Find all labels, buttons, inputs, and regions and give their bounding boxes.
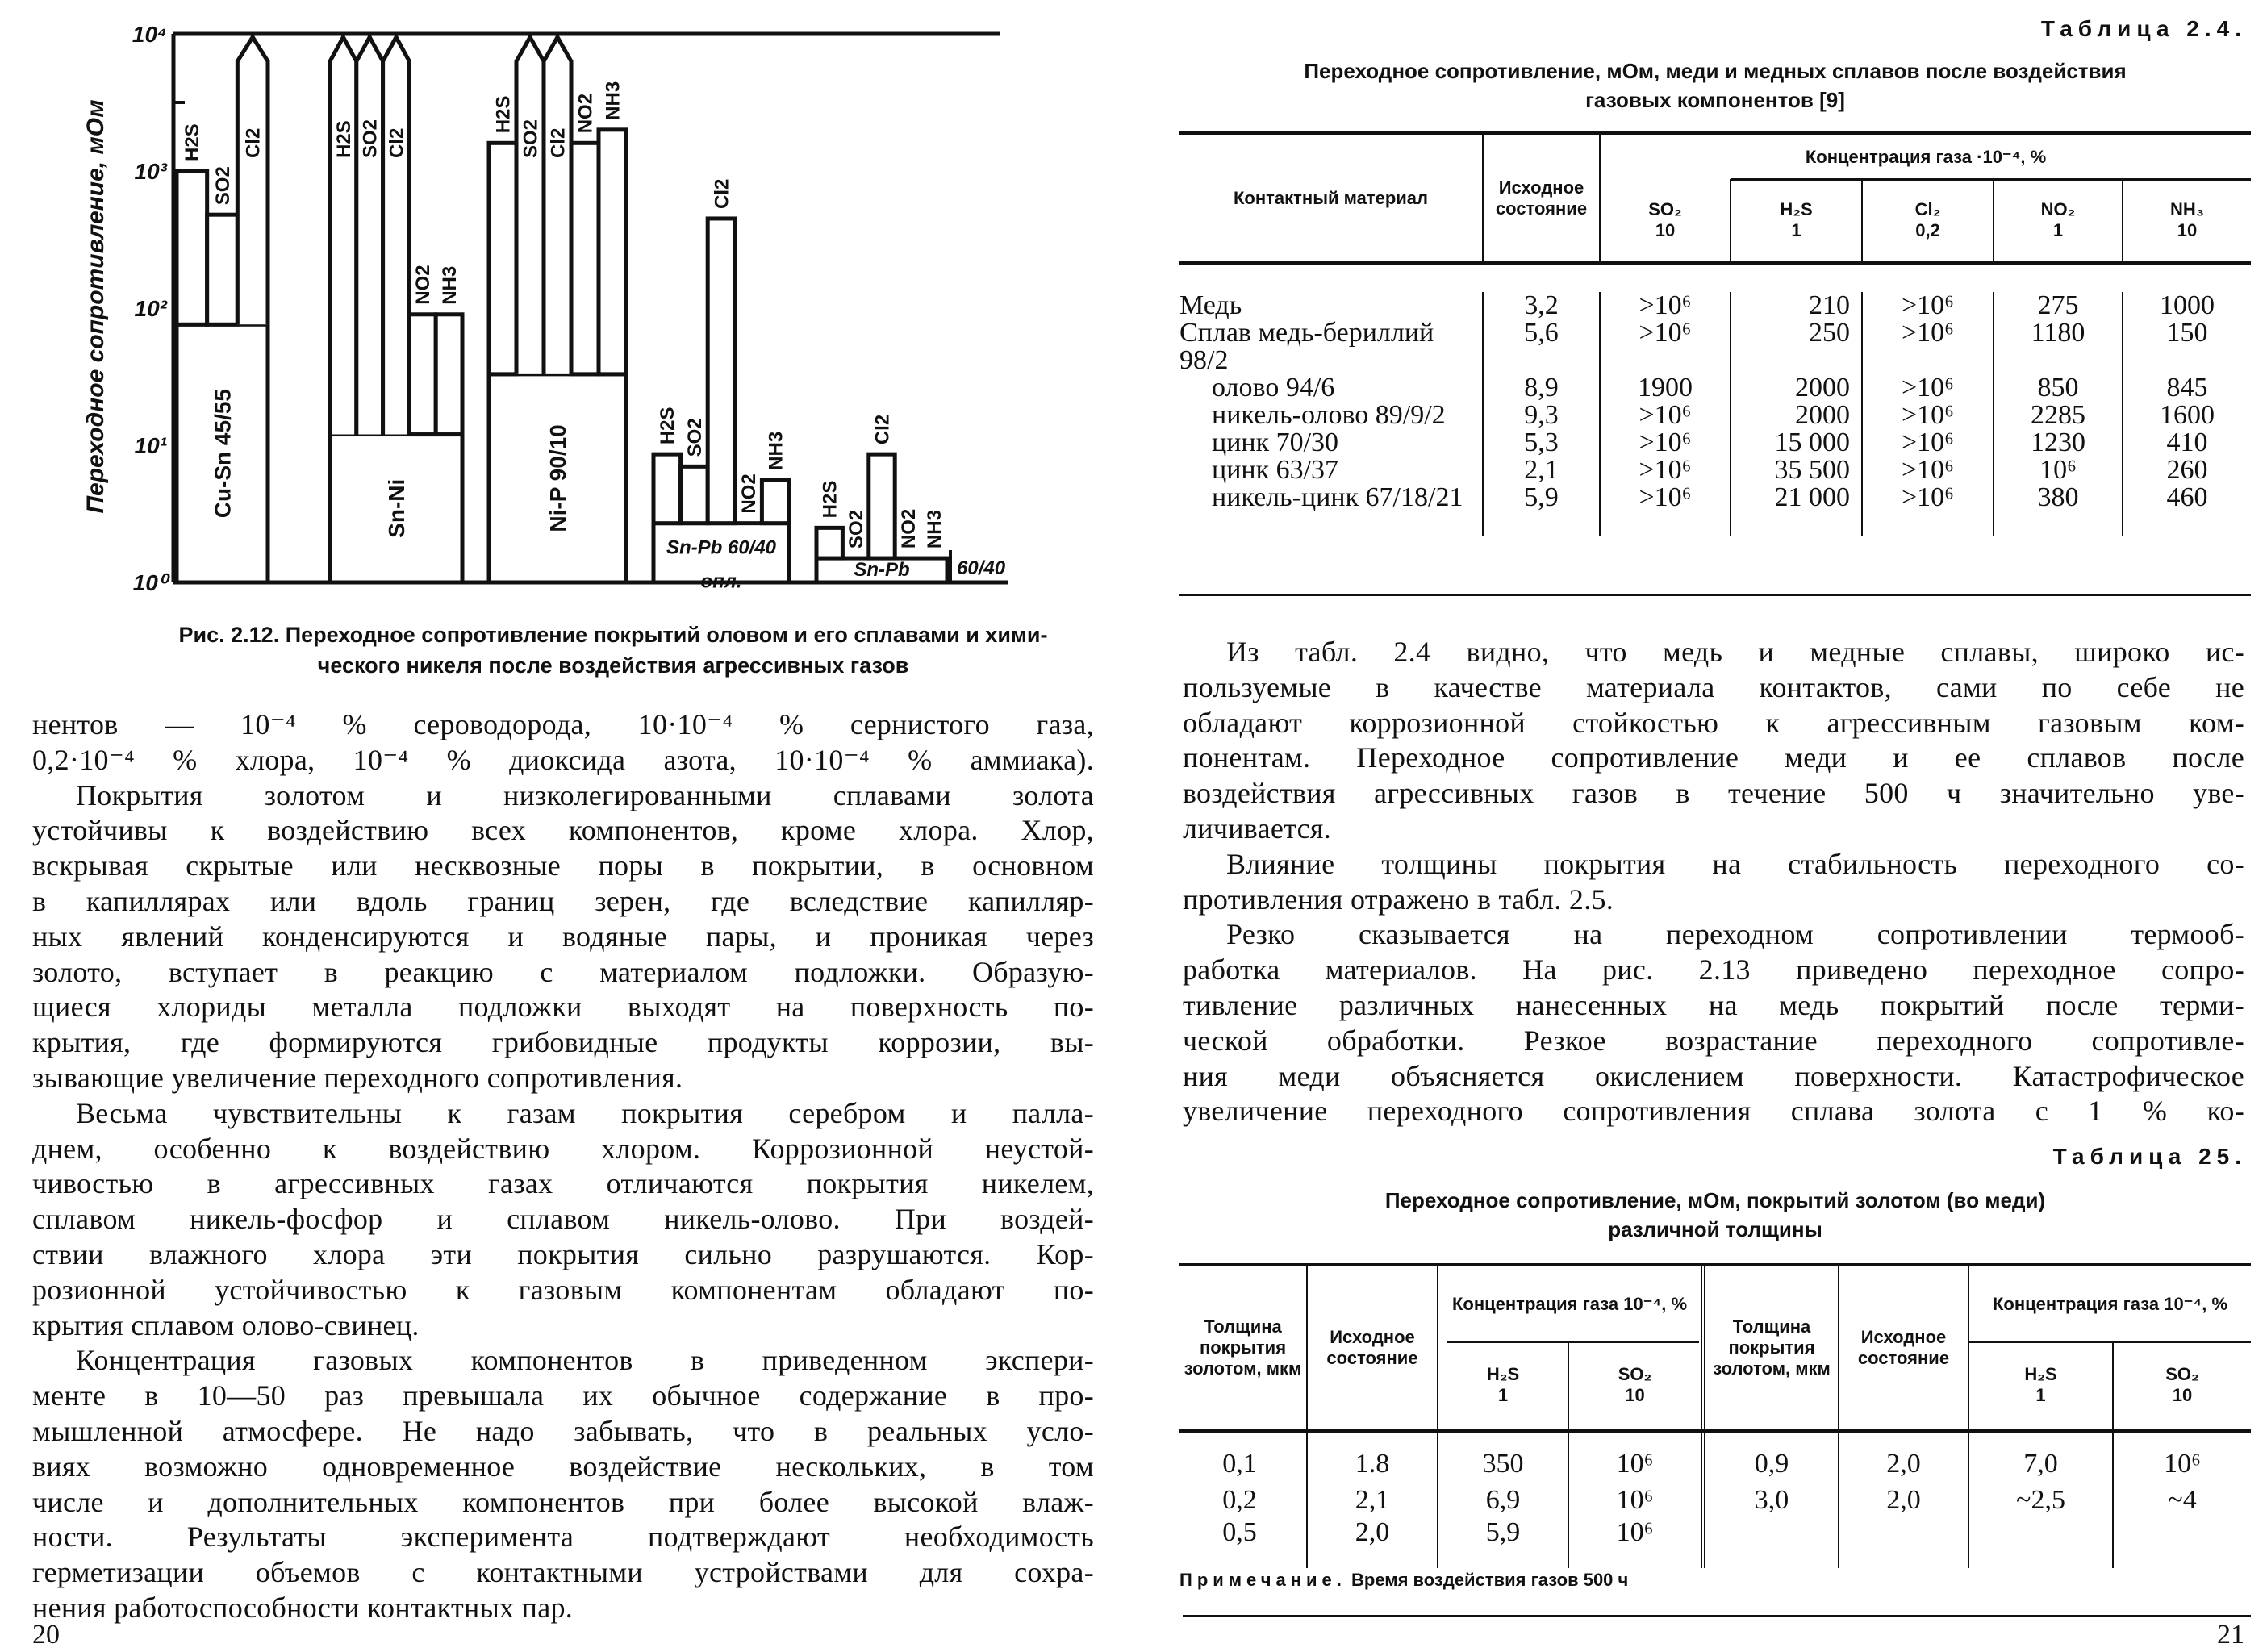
text-line: мышленной атмосфере. Не надо забывать, что в реальных усло- — [32, 1415, 1094, 1447]
bar-label-cl2: Cl2 — [386, 127, 408, 158]
text-line: противления отражено в табл. 2.5. — [1183, 882, 1614, 916]
bar-h2s-exceeds — [330, 37, 357, 435]
initial-cell: 3,2 — [1483, 292, 1600, 319]
column-header-thickness: Толщина покрытия золотом, мкм — [1184, 1316, 1302, 1379]
bar-h2s — [489, 143, 516, 374]
group-label: Ni-P 90/10 — [545, 424, 570, 532]
text-line: ствии влажного хлора эти покрытия сильно разрушаются. Кор- — [32, 1238, 1094, 1270]
value-cell: 10⁶ — [1568, 1519, 1703, 1552]
text-line: розионной устойчивостью к газовым компонентам обладают по- — [32, 1273, 1094, 1306]
gas-name: SO₂ — [2165, 1364, 2199, 1384]
gas-concentration: 10 — [2177, 220, 2198, 240]
initial-cell: 8,9 — [1483, 374, 1600, 402]
table-2-5-title — [1183, 1186, 2248, 1244]
text-line: герметизации объемов с контактными устройствами для сохра- — [32, 1556, 1094, 1589]
material-cell: цинк 63/37 — [1212, 455, 1339, 485]
value-cell: 350 — [1438, 1433, 1568, 1487]
group-sublabel: опл. — [700, 570, 742, 593]
value-cell: >10⁶ — [1862, 402, 1994, 429]
value-cell: 2000 — [1731, 402, 1862, 429]
value-cell: 1000 — [2123, 292, 2251, 319]
value-cell: ~2,5 — [1968, 1487, 2113, 1520]
value-cell: 6,9 — [1438, 1487, 1568, 1520]
gas-concentration: 10 — [1655, 220, 1676, 240]
y-tick-label: 10⁰ — [132, 570, 167, 595]
text-line: чивостью в агрессивных газах отличаются покрытия никелем, — [32, 1167, 1094, 1200]
group-label: Sn-Pb 60/40 — [666, 536, 777, 559]
value-cell: ~4 — [2113, 1487, 2251, 1520]
table-2-4-title — [1183, 56, 2248, 115]
table-2-5-label: Таблица 25. — [2052, 1144, 2247, 1169]
bar-so2-exceeds — [516, 37, 544, 374]
bar-cl2-exceeds — [544, 37, 571, 374]
value-cell: 410 — [2123, 429, 2251, 457]
value-cell — [1839, 1519, 1968, 1552]
bar-label-cl2: Cl2 — [547, 127, 570, 158]
column-header-gas — [1968, 1341, 2113, 1429]
value-cell: 275 — [1994, 292, 2123, 319]
value-cell: 1.8 — [1307, 1433, 1438, 1487]
value-cell: 7,0 — [1968, 1433, 2113, 1487]
initial-cell: 9,3 — [1483, 402, 1600, 429]
table-2-5-body — [1179, 1433, 2251, 1568]
material-cell: никель-олово 89/9/2 — [1212, 400, 1446, 430]
gas-concentration: 1 — [1497, 1385, 1509, 1405]
y-tick-label: 10⁴ — [132, 22, 167, 47]
resistance-bar-chart — [0, 0, 1049, 613]
text-line: устойчивы к воздействию всех компонентов, кроме хлора. Хлор, — [32, 814, 1094, 847]
table-row — [1179, 319, 2251, 374]
value-cell: 10⁶ — [2113, 1433, 2251, 1487]
material-cell: Медь — [1179, 290, 1242, 320]
page-number-left: 20 — [32, 1620, 60, 1650]
gas-concentration: 1 — [2052, 220, 2064, 240]
text-line: понентам. Переходное сопротивление меди и ее сплавов после — [1183, 741, 2244, 774]
y-tick-label: 10¹ — [134, 433, 167, 458]
gas-name: NH₃ — [2170, 199, 2204, 219]
text-line: Из табл. 2.4 видно, что медь и медные сплавы, широко ис- — [1226, 636, 2244, 668]
value-cell: >10⁶ — [1600, 402, 1731, 429]
value-cell — [1703, 1519, 1839, 1552]
text-line: вскрывая скрытые или несквозные поры в покрытии, в основном — [32, 849, 1094, 882]
value-cell: >10⁶ — [1600, 484, 1731, 511]
gas-concentration: 1 — [1791, 220, 1801, 240]
table-spacer-row — [1179, 1552, 2251, 1568]
value-cell: >10⁶ — [1862, 292, 1994, 319]
material-cell: цинк 70/30 — [1212, 428, 1339, 457]
bar-so2-exceeds — [357, 37, 383, 435]
group-label: Cu-Sn 45/55 — [210, 388, 236, 519]
text-line: личивается. — [1183, 812, 1332, 845]
column-header-gas — [2113, 1341, 2251, 1429]
gas-name: Cl₂ — [1914, 199, 1941, 219]
bar-label-h2s: H2S — [657, 407, 679, 445]
gas-name: SO₂ — [1648, 199, 1682, 219]
bar-cl2 — [869, 454, 895, 558]
column-header-gas — [1731, 179, 1862, 261]
bar-label-cl2: Cl2 — [871, 414, 894, 445]
column-header-gas-concentration: Концентрация газа ·10⁻⁴, % — [1600, 135, 2251, 179]
table-2-4-label: Таблица 2.4. — [2040, 16, 2247, 41]
column-header-initial: Исходное состояние — [1839, 1266, 1968, 1429]
table-row — [1179, 1433, 2251, 1487]
value-cell: >10⁶ — [1600, 292, 1731, 319]
column-header-gas — [1994, 179, 2123, 261]
gas-concentration: 0,2 — [1915, 220, 1940, 240]
value-cell: >10⁶ — [1862, 484, 1994, 511]
gas-concentration: 10 — [2172, 1385, 2193, 1405]
bar-label-no2: NO2 — [574, 93, 597, 134]
value-cell — [2113, 1519, 2251, 1552]
table-row — [1179, 374, 2251, 402]
column-header-gas — [1568, 1341, 1703, 1429]
bar-label-h2s: H2S — [332, 120, 355, 158]
column-header-gas — [1600, 179, 1731, 261]
value-cell: 2,0 — [1839, 1487, 1968, 1520]
initial-cell: 2,1 — [1483, 457, 1600, 484]
table-title-line: газовых компонентов [9] — [1585, 88, 1845, 112]
bar-label-no2: NO2 — [412, 265, 435, 305]
gas-name: H₂S — [2024, 1364, 2057, 1384]
text-line: работка материалов. На рис. 2.13 приведено переходное сопро- — [1183, 953, 2244, 987]
table-title-line: Переходное сопротивление, мОм, меди и медных сплавов после воздействия — [1304, 59, 2127, 83]
value-cell: 380 — [1994, 484, 2123, 511]
material-cell: олово 94/6 — [1212, 373, 1335, 403]
column-header-gas-concentration: Концентрация газа 10⁻⁴, % — [1438, 1266, 1703, 1341]
note-text: Время воздействия газов 500 ч — [1351, 1570, 1629, 1590]
group-label: Sn-Ni — [384, 478, 409, 538]
text-line: щиеся хлориды металла подложки выходят на поверхность по- — [32, 991, 1094, 1024]
bar-label-nh3: NH3 — [765, 431, 787, 470]
bar-h2s — [653, 454, 681, 524]
value-cell: >10⁶ — [1600, 429, 1731, 457]
table-2-5-header — [1179, 1266, 2251, 1429]
page-footer-rule — [1183, 1615, 2251, 1617]
page-number-right: 21 — [2217, 1620, 2244, 1650]
bar-no2 — [571, 143, 599, 374]
value-cell: >10⁶ — [1862, 319, 1994, 374]
value-cell — [1968, 1519, 2113, 1552]
text-line: воздействия агрессивных газов в течение 500 ч значительно уве- — [1183, 777, 2244, 810]
figure-caption-line: ческого никеля после воздействия агрессивных газов — [317, 653, 909, 678]
table-rule — [1179, 594, 2251, 596]
table-2-4-header — [1179, 135, 2251, 261]
value-cell: 250 — [1731, 319, 1862, 374]
value-cell: 35 500 — [1731, 457, 1862, 484]
table-spacer-row — [1179, 511, 2251, 536]
note-label: Примечание. — [1179, 1570, 1346, 1590]
text-line: 0,2·10⁻⁴ % хлора, 10⁻⁴ % диоксида азота, 10·10⁻⁴ % аммиака). — [32, 743, 1094, 776]
bar-nh3 — [762, 480, 789, 524]
bar-label-so2: SO2 — [845, 510, 867, 549]
table-row — [1179, 429, 2251, 457]
bar-nh3 — [599, 130, 626, 374]
text-line: виях возможно одновременное воздействие нескольких, в том — [32, 1450, 1094, 1483]
text-line: Покрытия золотом и низколегированными сплавами золота — [76, 778, 1094, 811]
value-cell: >10⁶ — [1862, 374, 1994, 402]
text-line: в капиллярах или вдоль границ зерен, где вследствие капилляр- — [32, 885, 1094, 917]
initial-cell: 5,9 — [1483, 484, 1600, 511]
initial-cell: 5,6 — [1483, 319, 1600, 374]
value-cell: 10⁶ — [1568, 1433, 1703, 1487]
bar-label-h2s: H2S — [819, 480, 841, 519]
value-cell: 2,1 — [1307, 1487, 1438, 1520]
table-row — [1179, 402, 2251, 429]
value-cell: 2,0 — [1307, 1519, 1438, 1552]
text-line: золото, вступает в реакцию с материалом подложки. Образую- — [32, 955, 1094, 988]
bar-cl2-exceeds — [383, 37, 410, 435]
value-cell: 5,9 — [1438, 1519, 1568, 1552]
bar-label-no2: NO2 — [897, 508, 920, 549]
gas-name: SO₂ — [1618, 1364, 1652, 1384]
figure-caption — [121, 620, 1105, 681]
text-line: сплавом никель-фосфор и сплавом никель-олово. При воздей- — [32, 1203, 1094, 1236]
column-header-gas — [2123, 179, 2251, 261]
bar-label-nh3: NH3 — [439, 265, 461, 305]
value-cell: 150 — [2123, 319, 2251, 374]
value-cell: 1600 — [2123, 402, 2251, 429]
table-row — [1179, 457, 2251, 484]
bar-so2 — [681, 466, 708, 523]
bar-label-so2: SO2 — [683, 418, 706, 457]
value-cell: 850 — [1994, 374, 2123, 402]
material-cell: никель-цинк 67/18/21 — [1212, 482, 1463, 512]
bar-label-so2: SO2 — [359, 119, 382, 158]
column-header-thickness: Толщина покрытия золотом, мкм — [1703, 1266, 1839, 1429]
group-sublabel: 60/40 — [957, 557, 1006, 579]
value-cell: >10⁶ — [1862, 457, 1994, 484]
bar-label-h2s: H2S — [182, 123, 204, 161]
text-line: зывающие увеличение переходного сопротивления. — [32, 1062, 683, 1094]
bar-so2 — [207, 215, 238, 324]
value-cell: 1180 — [1994, 319, 2123, 374]
bar-h2s — [177, 171, 207, 324]
value-cell: 2000 — [1731, 374, 1862, 402]
text-line: менте в 10—50 раз превышала их обычное содержание в про- — [32, 1379, 1094, 1412]
gas-concentration: 10 — [1625, 1385, 1645, 1405]
bar-label-no2: NO2 — [738, 473, 760, 514]
table-2-4-body — [1179, 292, 2251, 536]
table-row — [1179, 484, 2251, 511]
table-note — [1179, 1570, 1628, 1591]
column-header-initial: Исходное состояние — [1483, 135, 1600, 261]
column-header-gas — [1862, 179, 1994, 261]
value-cell: 845 — [2123, 374, 2251, 402]
bar-no2 — [409, 315, 436, 435]
text-line: крытия, где формируются грибовидные продукты коррозии, вы- — [32, 1026, 1094, 1059]
table-row — [1179, 1487, 2251, 1520]
text-line: нения работоспособности контактных пар. — [32, 1592, 574, 1624]
gas-name: H₂S — [1780, 199, 1813, 219]
column-header-gas — [1438, 1341, 1568, 1429]
value-cell: 0,5 — [1222, 1517, 1257, 1548]
bar-label-cl2: Cl2 — [242, 127, 265, 158]
text-line: Весьма чувствительны к газам покрытия серебром и палла- — [76, 1096, 1094, 1129]
value-cell: 0,2 — [1222, 1484, 1257, 1515]
figure-caption-line: Рис. 2.12. Переходное сопротивление покрытий оловом и его сплавами и хими- — [178, 623, 1048, 647]
value-cell: 460 — [2123, 484, 2251, 511]
text-line: тивление различных нанесенных на медь покрытий после терми- — [1183, 989, 2244, 1021]
text-line: ния меди объясняется окислением поверхности. Катастрофическое — [1183, 1059, 2244, 1092]
y-axis-label: Переходное сопротивление, мОм — [82, 99, 109, 514]
bar-cl2-exceeds — [237, 37, 268, 324]
text-line: днем, особенно к воздействию хлором. Коррозионной неустой- — [32, 1132, 1094, 1165]
value-cell: >10⁶ — [1862, 429, 1994, 457]
text-line: увеличение переходного сопротивления сплава золота с 1 % ко- — [1183, 1095, 2244, 1128]
text-line: Влияние толщины покрытия на стабильность переходного со- — [1226, 847, 2244, 880]
value-cell: 3,0 — [1703, 1487, 1839, 1520]
table-title-line: различной толщины — [1608, 1217, 1822, 1241]
text-line: числе и дополнительных компонентов при более высокой влаж- — [32, 1485, 1094, 1518]
bar-cl2 — [708, 219, 735, 524]
value-cell: 2,0 — [1839, 1433, 1968, 1487]
column-header-material: Контактный материал — [1233, 187, 1429, 208]
bar-label-so2: SO2 — [211, 166, 234, 206]
value-cell: 2285 — [1994, 402, 2123, 429]
gas-concentration: 1 — [2035, 1385, 2046, 1405]
initial-cell: 5,3 — [1483, 429, 1600, 457]
text-line: пользуемые в качестве материала контактов, сами по себе не — [1183, 670, 2244, 703]
table-rule — [1179, 261, 2251, 265]
y-tick-label: 10² — [134, 296, 167, 321]
value-cell: 0,9 — [1703, 1433, 1839, 1487]
bar-label-nh3: NH3 — [602, 81, 624, 120]
text-line: Концентрация газовых компонентов в приведенном экспери- — [76, 1344, 1094, 1377]
value-cell: 210 — [1731, 292, 1862, 319]
value-cell: 1230 — [1994, 429, 2123, 457]
table-row — [1179, 292, 2251, 319]
value-cell: >10⁶ — [1600, 319, 1731, 374]
bar-h2s — [816, 528, 842, 558]
group-label: Sn-Pb — [854, 559, 910, 581]
text-line: крытия сплавом олово-свинец. — [32, 1308, 420, 1341]
table-row — [1179, 1519, 2251, 1552]
gas-name: H₂S — [1486, 1364, 1520, 1384]
value-cell: >10⁶ — [1600, 457, 1731, 484]
column-header-gas-concentration: Концентрация газа 10⁻⁴, % — [1968, 1266, 2251, 1341]
value-cell: 10⁶ — [1994, 457, 2123, 484]
value-cell: 21 000 — [1731, 484, 1862, 511]
material-cell: Сплав медь-бериллий 98/2 — [1179, 318, 1434, 375]
column-header-initial: Исходное состояние — [1307, 1266, 1438, 1429]
bar-label-so2: SO2 — [520, 119, 542, 158]
y-tick-label: 10³ — [134, 159, 167, 184]
value-cell: 0,1 — [1222, 1449, 1257, 1479]
text-line: Резко сказывается на переходном сопротивлении термооб- — [1226, 918, 2244, 951]
bar-nh3 — [436, 315, 462, 435]
text-line: ных явлений конденсируются и водяные пары, и проникая через — [32, 920, 1094, 953]
value-cell: 15 000 — [1731, 429, 1862, 457]
bar-label-nh3: NH3 — [924, 510, 946, 549]
text-line: нентов — 10⁻⁴ % сероводорода, 10·10⁻⁴ % сернистого газа, — [32, 708, 1094, 740]
text-line: ности. Результаты эксперимента подтверждают необходимость — [32, 1521, 1094, 1554]
text-line: обладают коррозионной стойкостью к агрессивным газовым ком- — [1183, 706, 2244, 739]
table-title-line: Переходное сопротивление, мОм, покрытий золотом (во меди) — [1384, 1188, 2046, 1212]
value-cell: 1900 — [1600, 374, 1731, 402]
text-line: ческой обработки. Резкое возрастание переходного сопротивле- — [1183, 1024, 2244, 1057]
value-cell: 10⁶ — [1568, 1487, 1703, 1520]
value-cell: 260 — [2123, 457, 2251, 484]
gas-name: NO₂ — [2040, 199, 2076, 219]
bar-label-h2s: H2S — [492, 95, 515, 134]
bar-label-cl2: Cl2 — [711, 178, 733, 209]
